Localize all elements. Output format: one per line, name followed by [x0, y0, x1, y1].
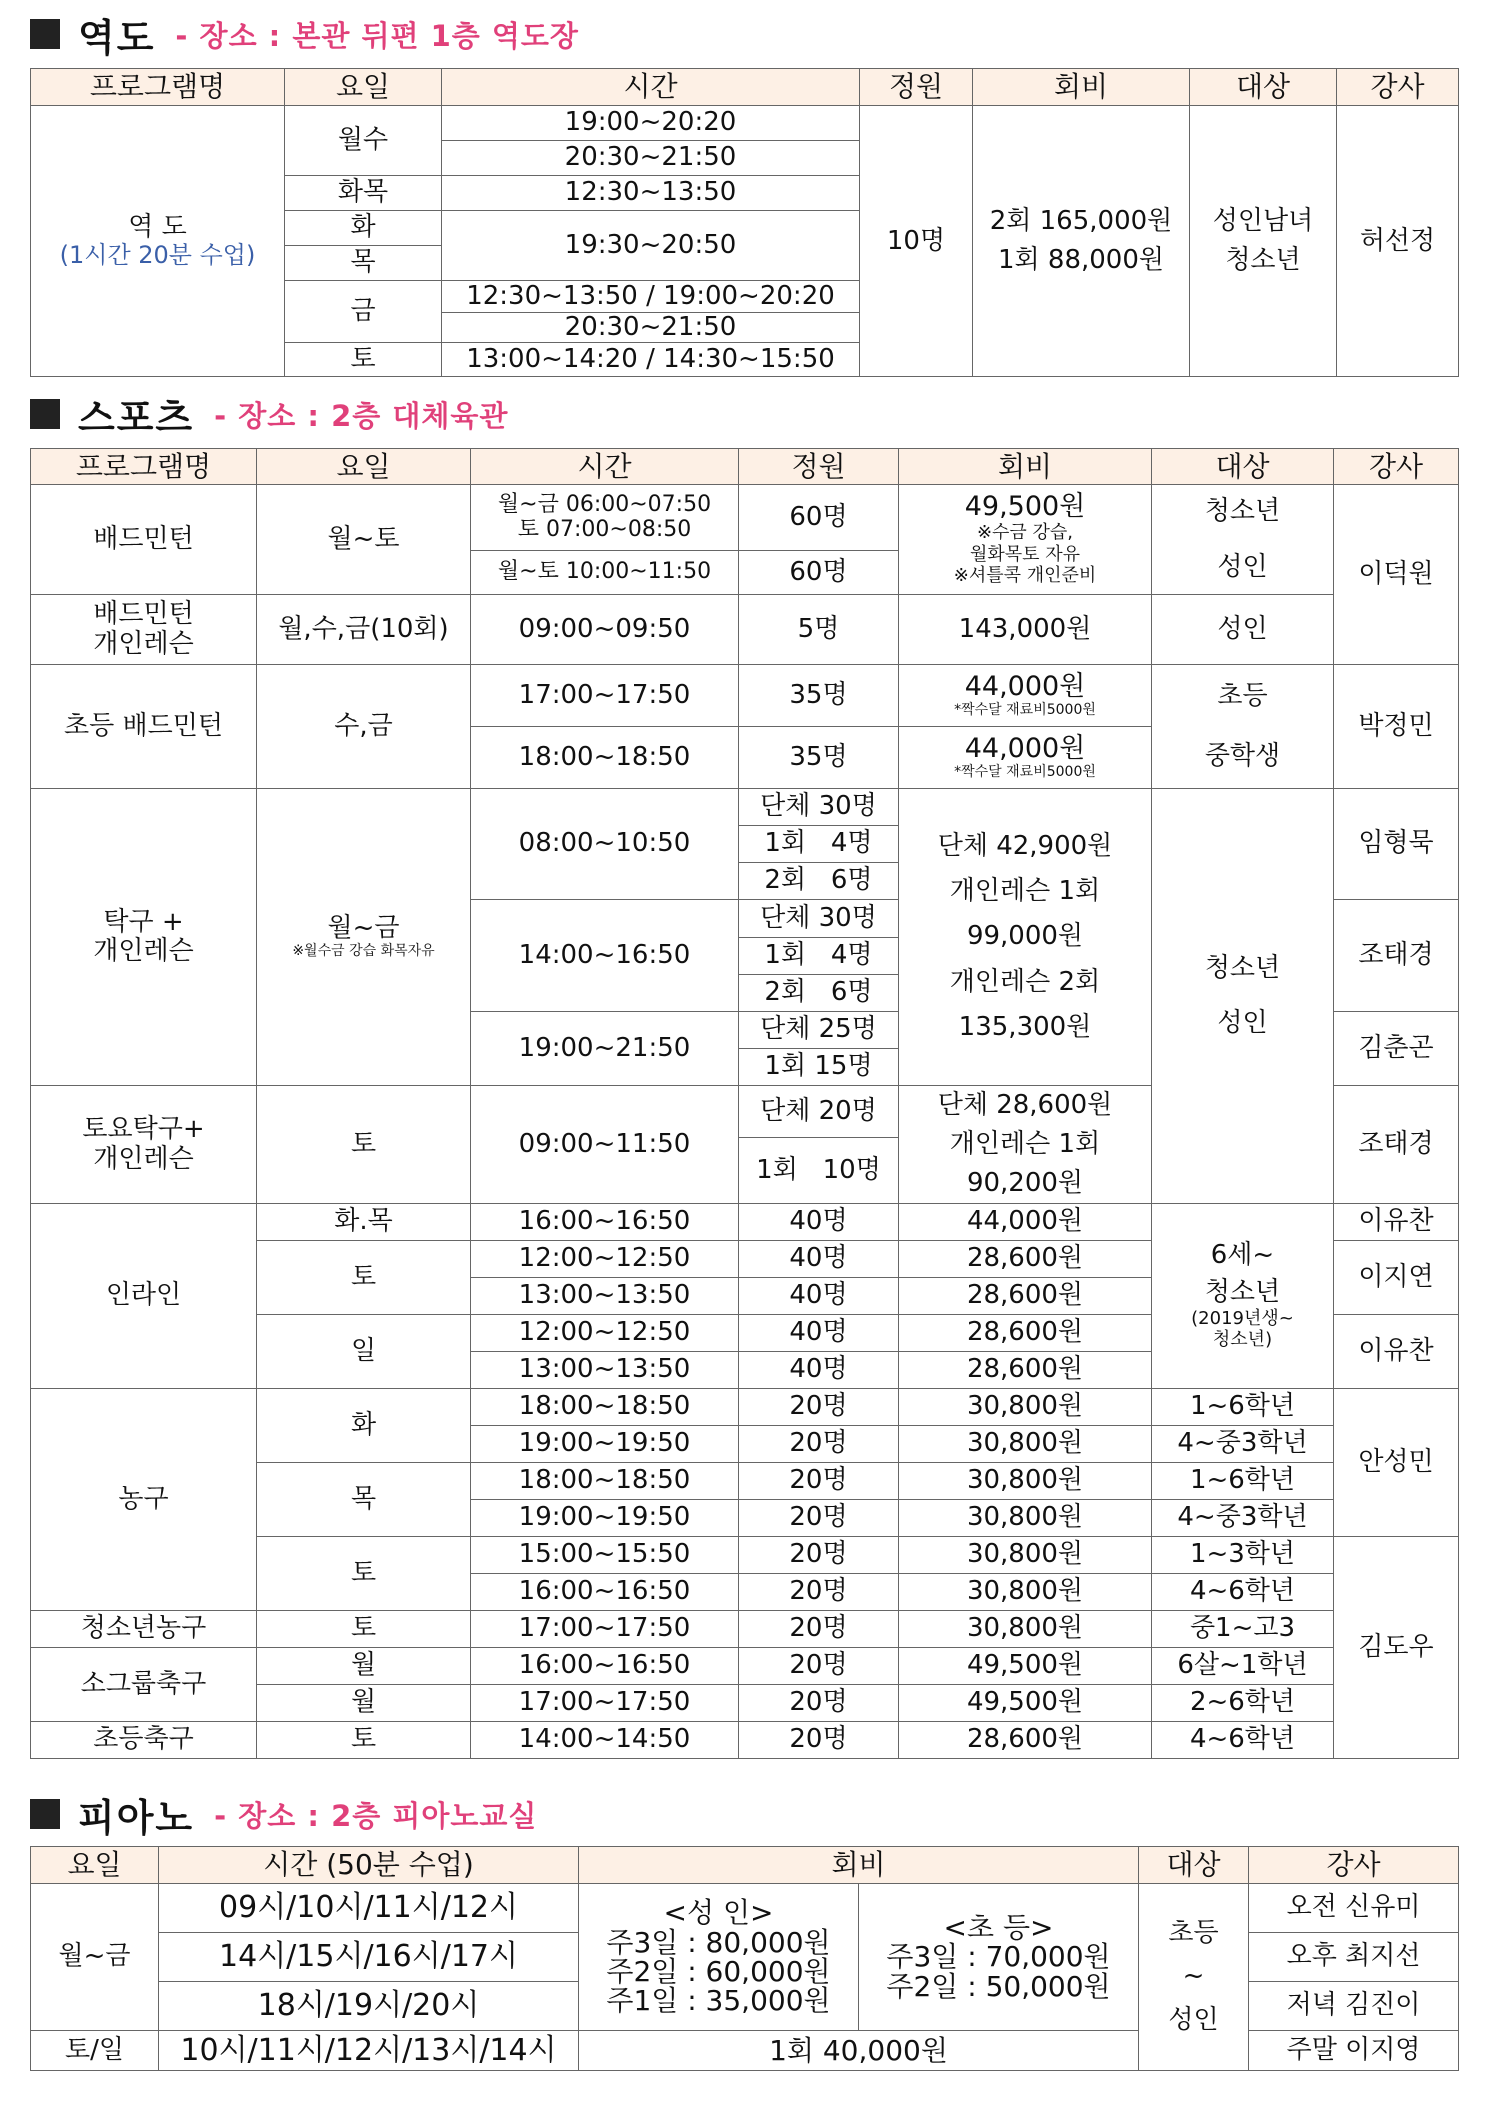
capacity-cell: 35명 [739, 665, 899, 727]
program-name-cell: 청소년농구 [31, 1611, 257, 1648]
day-cell [257, 789, 471, 1086]
day-cell: 화 [285, 211, 442, 246]
section-header [30, 392, 1458, 440]
time-cell: 18:00~18:50 [471, 1463, 739, 1500]
day-cell: 화목 [285, 176, 442, 211]
cap-type: 단체 [760, 1095, 811, 1126]
time-cell: 09:00~11:50 [471, 1086, 739, 1204]
capacity-cell [739, 900, 899, 938]
fee-value: 49,500원 [964, 490, 1086, 522]
section-title: 역도 [78, 15, 156, 60]
cap-count: 25명 [818, 1014, 877, 1045]
capacity-cell: 35명 [739, 727, 899, 789]
time-cell: 13:00~14:20 / 14:30~15:50 [442, 343, 860, 377]
fee-cell: 28,600원 [899, 1315, 1152, 1352]
time-cell: 16:00~16:50 [471, 1204, 739, 1241]
capacity-cell [739, 975, 899, 1012]
fee-line: 주3일 : 70,000원 [886, 1940, 1111, 1974]
header-cell: 정원 [860, 69, 973, 106]
target-line: 청소년 [1204, 952, 1281, 983]
piano-table [30, 1846, 1459, 2071]
program-name-cell: 배드민턴 [31, 485, 257, 595]
program-note: (1시간 20분 수업) [59, 241, 256, 270]
fee-heading: <초 등> [943, 1910, 1054, 1944]
program-name-cell: 인라인 [31, 1204, 257, 1389]
day-cell: 목 [257, 1463, 471, 1537]
fee-cell [899, 727, 1152, 789]
cap-type: 1회 [756, 1154, 798, 1185]
fee-line: 단체 28,600원 [937, 1089, 1113, 1120]
cap-count: 4명 [830, 940, 873, 971]
target-cell [1152, 485, 1334, 595]
day-cell: 월,수,금(10회) [257, 595, 471, 665]
instructor-cell: 조태경 [1334, 900, 1459, 1012]
header-cell: 정원 [739, 449, 899, 485]
cap-count: 6명 [830, 865, 873, 896]
time-cell: 14:00~14:50 [471, 1722, 739, 1759]
target-line: 성인 [1217, 551, 1268, 582]
table-row [31, 1722, 1459, 1759]
day-cell: 수,금 [257, 665, 471, 789]
time-line: 월~금 06:00~07:50 [497, 491, 712, 517]
header-cell: 회비 [899, 449, 1152, 485]
day-cell: 화 [257, 1389, 471, 1463]
target-cell: 4~중3학년 [1152, 1500, 1334, 1537]
time-cell [471, 485, 739, 551]
day-cell: 월 [257, 1685, 471, 1722]
time-cell: 12:30~13:50 / 19:00~20:20 [442, 281, 860, 313]
cap-type: 단체 [760, 791, 811, 822]
fee-line: 주2일 : 50,000원 [886, 1969, 1111, 2003]
day-cell: 월수 [285, 106, 442, 176]
day-cell: 토 [257, 1241, 471, 1315]
fee-line: 개인레슨 1회 [949, 1128, 1101, 1159]
section-title: 스포츠 [78, 395, 195, 440]
program-name-cell: 소그룹축구 [31, 1648, 257, 1722]
header-cell: 시간 [471, 449, 739, 485]
capacity-cell: 10명 [860, 106, 973, 377]
header-cell: 강사 [1249, 1847, 1459, 1884]
day-cell: 월 [257, 1648, 471, 1685]
program-name-line: 배드민턴 [93, 599, 194, 630]
instructor-cell: 이지연 [1334, 1241, 1459, 1315]
target-cell: 2~6학년 [1152, 1685, 1334, 1722]
fee-cell: 30,800원 [899, 1611, 1152, 1648]
time-cell: 18:00~18:50 [471, 1389, 739, 1426]
target-line: 초등 [1168, 1918, 1219, 1949]
time-cell: 14시/15시/16시/17시 [159, 1933, 579, 1982]
table-row [31, 1204, 1459, 1241]
fee-line: 90,200원 [966, 1168, 1084, 1199]
fee-line: 주1일 : 35,000원 [606, 1984, 831, 2018]
table-header-row [31, 1847, 1459, 1884]
time-cell: 08:00~10:50 [471, 789, 739, 900]
target-cell [1152, 789, 1334, 1204]
target-note: (2019년생~ [1191, 1307, 1294, 1329]
fee-note: *짝수달 재료비5000원 [954, 702, 1096, 719]
section-header [30, 1792, 1458, 1840]
instructor-cell: 조태경 [1334, 1086, 1459, 1204]
table-row [31, 485, 1459, 551]
target-line: 성인 [1168, 2004, 1219, 2035]
fee-cell: 30,800원 [899, 1389, 1152, 1426]
instructor-cell: 박정민 [1334, 665, 1459, 789]
target-line: 청소년 [1204, 496, 1281, 527]
target-line: 성인 [1217, 1008, 1268, 1038]
time-cell: 19:00~21:50 [471, 1012, 739, 1086]
target-cell: 1~6학년 [1152, 1463, 1334, 1500]
target-cell: 성인 [1152, 595, 1334, 665]
target-line: ~ [1182, 1961, 1205, 1992]
target-cell: 중1~고3 [1152, 1611, 1334, 1648]
capacity-cell: 5명 [739, 595, 899, 665]
header-cell: 강사 [1337, 69, 1459, 106]
time-cell: 15:00~15:50 [471, 1537, 739, 1574]
header-cell: 대상 [1152, 449, 1334, 485]
time-cell: 19:00~20:20 [442, 106, 860, 141]
instructor-cell: 이덕원 [1334, 485, 1459, 665]
program-name-cell [31, 1086, 257, 1204]
fee-line: 주3일 : 80,000원 [606, 1925, 831, 1959]
fee-cell: 30,800원 [899, 1574, 1152, 1611]
day-cell: 화.목 [257, 1204, 471, 1241]
time-cell: 09:00~09:50 [471, 595, 739, 665]
section-place: - 장소 : 2층 피아노교실 [214, 1798, 538, 1833]
capacity-cell: 20명 [739, 1722, 899, 1759]
capacity-cell: 20명 [739, 1685, 899, 1722]
day-cell: 토 [257, 1611, 471, 1648]
section-title: 피아노 [78, 1795, 195, 1840]
cap-count: 10명 [822, 1154, 881, 1185]
instructor-cell: 이유찬 [1334, 1315, 1459, 1389]
fee-cell [899, 485, 1152, 595]
fee-cell: 28,600원 [899, 1278, 1152, 1315]
program-name-line: 토요탁구+ [82, 1114, 205, 1145]
section-header [30, 12, 1458, 60]
program-name-cell: 초등 배드민턴 [31, 665, 257, 789]
fee-note: ※셔틀콕 개인준비 [953, 565, 1097, 587]
cap-count: 4명 [830, 828, 873, 859]
capacity-cell [739, 938, 899, 975]
adult-fee-cell [579, 1884, 859, 2031]
day-cell: 일 [257, 1315, 471, 1389]
table-header-row [31, 449, 1459, 485]
instructor-cell: 허선정 [1337, 106, 1459, 377]
header-cell: 회비 [973, 69, 1190, 106]
fee-line: 주2일 : 60,000원 [606, 1955, 831, 1988]
program-name-line: 개인레슨 [93, 936, 194, 966]
fee-cell: 28,600원 [899, 1722, 1152, 1759]
target-line: 청소년 [1225, 245, 1301, 276]
cap-type: 1회 [764, 1051, 807, 1082]
fee-line: 2회 165,000원 [989, 205, 1173, 236]
time-line: 토 07:00~08:50 [517, 516, 692, 542]
capacity-cell: 20명 [739, 1463, 899, 1500]
instructor-cell: 오전 신유미 [1249, 1884, 1459, 1933]
day-cell: 토 [257, 1722, 471, 1759]
fee-line: 99,000원 [966, 921, 1084, 952]
fee-heading: <성 인> [663, 1896, 774, 1930]
table-row [31, 1611, 1459, 1648]
instructor-cell: 임형묵 [1334, 789, 1459, 900]
capacity-cell: 20명 [739, 1648, 899, 1685]
square-bullet-icon [30, 399, 60, 429]
fee-line: 단체 42,900원 [937, 831, 1113, 862]
sports-table [30, 448, 1459, 1759]
instructor-cell: 김도우 [1334, 1537, 1459, 1759]
target-cell: 1~6학년 [1152, 1389, 1334, 1426]
time-cell: 17:00~17:50 [471, 1685, 739, 1722]
day-cell: 목 [285, 246, 442, 281]
table-row [31, 1648, 1459, 1685]
day-note: ※월수금 강습 화목자유 [292, 943, 435, 960]
fee-cell [899, 789, 1152, 1086]
fee-cell: 30,800원 [899, 1426, 1152, 1463]
target-cell: 4~6학년 [1152, 1722, 1334, 1759]
capacity-cell: 20명 [739, 1500, 899, 1537]
fee-note: 월화목토 자유 [969, 543, 1081, 565]
program-name-cell: 농구 [31, 1389, 257, 1611]
capacity-cell [739, 1086, 899, 1138]
day-cell: 월~토 [257, 485, 471, 595]
time-cell: 19:00~19:50 [471, 1426, 739, 1463]
header-cell: 시간 [442, 69, 860, 106]
cap-type: 2회 [764, 977, 807, 1008]
header-cell: 프로그램명 [31, 449, 257, 485]
capacity-cell: 20명 [739, 1426, 899, 1463]
target-line: 성인남녀 [1212, 205, 1314, 236]
time-cell: 20:30~21:50 [442, 313, 860, 343]
target-line: 6세~ [1210, 1240, 1275, 1271]
fee-value: 44,000원 [964, 670, 1086, 702]
time-cell: 12:30~13:50 [442, 176, 860, 211]
instructor-cell: 주말 이지영 [1249, 2031, 1459, 2071]
header-cell: 요일 [257, 449, 471, 485]
header-cell: 대상 [1190, 69, 1337, 106]
cap-type: 단체 [760, 1014, 811, 1045]
cap-type: 1회 [764, 828, 807, 859]
cap-count: 30명 [818, 902, 877, 933]
fee-value: 44,000원 [964, 732, 1086, 764]
capacity-cell: 40명 [739, 1278, 899, 1315]
square-bullet-icon [30, 19, 60, 49]
time-cell: 18:00~18:50 [471, 727, 739, 789]
program-name-line: 개인레슨 [93, 1143, 194, 1174]
day-value: 월~금 [327, 913, 400, 944]
fee-cell: 30,800원 [899, 1463, 1152, 1500]
fee-note: *짝수달 재료비5000원 [954, 764, 1096, 781]
sports-section [30, 392, 1458, 1759]
cap-count: 15명 [814, 1051, 873, 1082]
target-note: 청소년) [1212, 1329, 1273, 1351]
time-cell: 16:00~16:50 [471, 1574, 739, 1611]
target-cell [1152, 665, 1334, 789]
cap-type: 2회 [764, 865, 807, 896]
fee-cell: 30,800원 [899, 1537, 1152, 1574]
time-cell: 17:00~17:50 [471, 1611, 739, 1648]
cap-count: 6명 [830, 977, 873, 1008]
capacity-cell: 40명 [739, 1352, 899, 1389]
capacity-cell [739, 789, 899, 826]
fee-cell [973, 106, 1190, 377]
table-row [31, 789, 1459, 826]
instructor-cell: 저녁 김진이 [1249, 1982, 1459, 2031]
target-cell: 4~중3학년 [1152, 1426, 1334, 1463]
target-line: 청소년 [1204, 1277, 1281, 1308]
target-cell: 1~3학년 [1152, 1537, 1334, 1574]
capacity-cell: 60명 [739, 485, 899, 551]
time-cell: 19:30~20:50 [442, 211, 860, 281]
piano-section [30, 1792, 1458, 2071]
table-row [31, 665, 1459, 727]
header-cell: 회비 [579, 1847, 1139, 1884]
program-name-line: 개인레슨 [93, 628, 194, 659]
fee-note: ※수금 강습, [976, 522, 1074, 544]
target-cell [1139, 1884, 1249, 2071]
target-line: 중학생 [1204, 740, 1281, 771]
capacity-cell [739, 1049, 899, 1086]
time-cell: 12:00~12:50 [471, 1315, 739, 1352]
capacity-cell [739, 826, 899, 863]
time-cell: 월~토 10:00~11:50 [471, 551, 739, 595]
target-cell [1152, 1204, 1334, 1389]
day-cell: 금 [285, 281, 442, 343]
instructor-cell: 안성민 [1334, 1389, 1459, 1537]
header-cell: 시간 (50분 수업) [159, 1847, 579, 1884]
fee-line: 개인레슨 1회 [949, 876, 1101, 907]
program-name-cell [31, 789, 257, 1086]
time-cell: 10시/11시/12시/13시/14시 [159, 2031, 579, 2071]
target-cell: 6살~1학년 [1152, 1648, 1334, 1685]
fee-line: 1회 88,000원 [997, 245, 1164, 276]
time-cell: 09시/10시/11시/12시 [159, 1884, 579, 1933]
child-fee-cell [859, 1884, 1139, 2031]
cap-type: 단체 [760, 902, 811, 933]
capacity-cell: 20명 [739, 1537, 899, 1574]
day-cell: 토/일 [31, 2031, 159, 2071]
header-cell: 요일 [285, 69, 442, 106]
fee-cell: 49,500원 [899, 1685, 1152, 1722]
cap-type: 1회 [764, 940, 807, 971]
target-cell: 4~6학년 [1152, 1574, 1334, 1611]
instructor-cell: 김춘곤 [1334, 1012, 1459, 1086]
target-cell [1190, 106, 1337, 377]
fee-cell: 28,600원 [899, 1241, 1152, 1278]
fee-cell: 28,600원 [899, 1352, 1152, 1389]
day-cell: 토 [257, 1537, 471, 1611]
fee-cell: 30,800원 [899, 1500, 1152, 1537]
capacity-cell [739, 1138, 899, 1204]
table-header-row [31, 69, 1459, 106]
day-cell: 월~금 [31, 1884, 159, 2031]
weightlifting-section [30, 12, 1458, 377]
square-bullet-icon [30, 1799, 60, 1829]
time-cell: 17:00~17:50 [471, 665, 739, 727]
program-name-line: 탁구 + [103, 906, 184, 937]
header-cell: 강사 [1334, 449, 1459, 485]
capacity-cell [739, 863, 899, 900]
capacity-cell: 20명 [739, 1574, 899, 1611]
instructor-cell: 오후 최지선 [1249, 1933, 1459, 1982]
weightlifting-table [30, 68, 1459, 377]
header-cell: 대상 [1139, 1847, 1249, 1884]
day-cell: 토 [285, 343, 442, 377]
fee-cell: 44,000원 [899, 1204, 1152, 1241]
capacity-cell: 40명 [739, 1241, 899, 1278]
capacity-cell [739, 1012, 899, 1049]
cap-count: 20명 [818, 1095, 877, 1126]
program-name-cell: 초등축구 [31, 1722, 257, 1759]
fee-line: 135,300원 [958, 1011, 1092, 1042]
program-name-cell [31, 595, 257, 665]
fee-cell: 49,500원 [899, 1648, 1152, 1685]
table-row [31, 1884, 1459, 1933]
program-name-cell [31, 106, 285, 377]
instructor-cell: 이유찬 [1334, 1204, 1459, 1241]
section-place: - 장소 : 2층 대체육관 [214, 398, 509, 433]
capacity-cell: 40명 [739, 1204, 899, 1241]
fee-cell [899, 1086, 1152, 1204]
cap-count: 30명 [818, 791, 877, 822]
capacity-cell: 20명 [739, 1611, 899, 1648]
time-cell: 13:00~13:50 [471, 1278, 739, 1315]
time-cell: 12:00~12:50 [471, 1241, 739, 1278]
target-line: 초등 [1217, 681, 1268, 712]
capacity-cell: 40명 [739, 1315, 899, 1352]
fee-line: 개인레슨 2회 [949, 966, 1101, 997]
table-row [31, 595, 1459, 665]
program-name: 역 도 [128, 212, 187, 243]
table-row [31, 1389, 1459, 1426]
capacity-cell: 20명 [739, 1389, 899, 1426]
fee-cell [899, 665, 1152, 727]
table-row [31, 106, 1459, 141]
time-cell: 16:00~16:50 [471, 1648, 739, 1685]
time-cell: 20:30~21:50 [442, 141, 860, 176]
fee-cell: 1회 40,000원 [579, 2031, 1139, 2071]
time-cell: 19:00~19:50 [471, 1500, 739, 1537]
capacity-cell: 60명 [739, 551, 899, 595]
time-cell: 13:00~13:50 [471, 1352, 739, 1389]
fee-cell: 143,000원 [899, 595, 1152, 665]
time-cell: 18시/19시/20시 [159, 1982, 579, 2031]
day-cell: 토 [257, 1086, 471, 1204]
header-cell: 요일 [31, 1847, 159, 1884]
time-cell: 14:00~16:50 [471, 900, 739, 1012]
section-place: - 장소 : 본관 뒤편 1층 역도장 [175, 18, 579, 53]
header-cell: 프로그램명 [31, 69, 285, 106]
